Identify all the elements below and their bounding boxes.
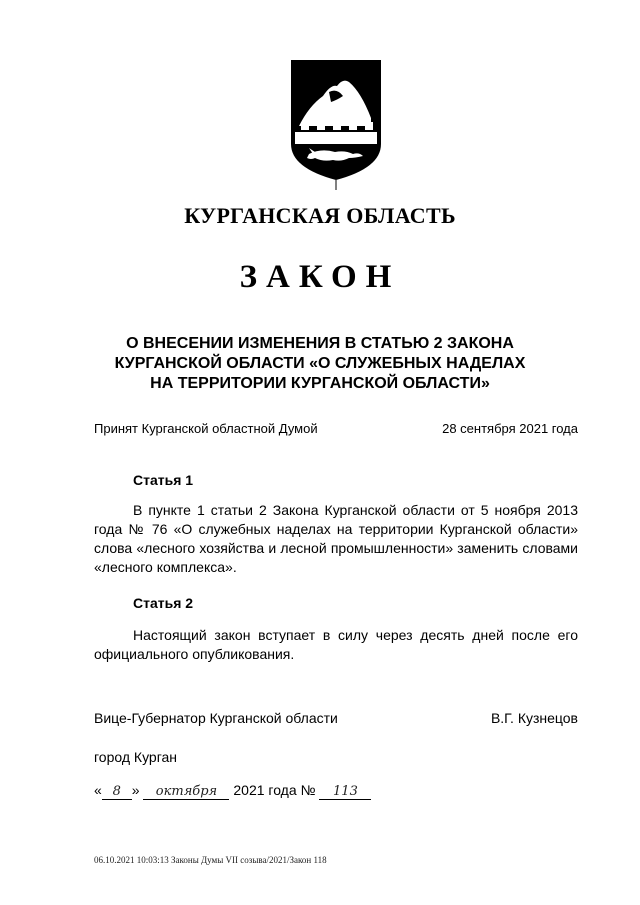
article-2-heading: Статья 2 [133, 595, 194, 611]
adoption-date: 28 сентября 2021 года [442, 421, 578, 436]
kurgan-coat-of-arms-icon [287, 56, 385, 192]
article-1-heading: Статья 1 [133, 472, 194, 488]
region-name: КУРГАНСКАЯ ОБЛАСТЬ [184, 203, 456, 228]
close-quote: » [131, 782, 140, 798]
place: город Курган [94, 749, 178, 765]
open-quote: « [94, 782, 102, 798]
signatory-position: Вице-Губернатор Курганской области [94, 710, 338, 726]
adopted-by: Принят Курганской областной Думой [94, 421, 318, 436]
law-title-line: О ВНЕСЕНИИ ИЗМЕНЕНИЯ В СТАТЬЮ 2 ЗАКОНА [126, 335, 514, 352]
year-text: 2021 года № [233, 782, 316, 798]
signatory-name: В.Г. Кузнецов [490, 710, 578, 726]
law-title [90, 334, 550, 394]
handwritten-number: 113 [319, 784, 371, 800]
law-title-line: НА ТЕРРИТОРИИ КУРГАНСКОЙ ОБЛАСТИ» [150, 375, 490, 392]
article-2-text: Настоящий закон вступает в силу через десять дней после его официального опубликования. [94, 627, 578, 662]
dateline [94, 782, 371, 800]
law-title-line: КУРГАНСКОЙ ОБЛАСТИ «О СЛУЖЕБНЫХ НАДЕЛАХ [114, 355, 526, 372]
footer-stamp: 06.10.2021 10:03:13 Законы Думы VII созыва/2021/Закон 118 [94, 855, 327, 865]
handwritten-month: октября [143, 784, 229, 800]
document-type: ЗАКОН [239, 259, 401, 295]
handwritten-day: 8 [102, 784, 132, 800]
article-1-text: В пункте 1 статьи 2 Закона Курганской области от 5 ноября 2013 года № 76 «О служебных наделах на территории Курганской области» слова «лесного хозяйства и лесной промышленности» заменить словами «лесного комплекса». [94, 502, 578, 575]
